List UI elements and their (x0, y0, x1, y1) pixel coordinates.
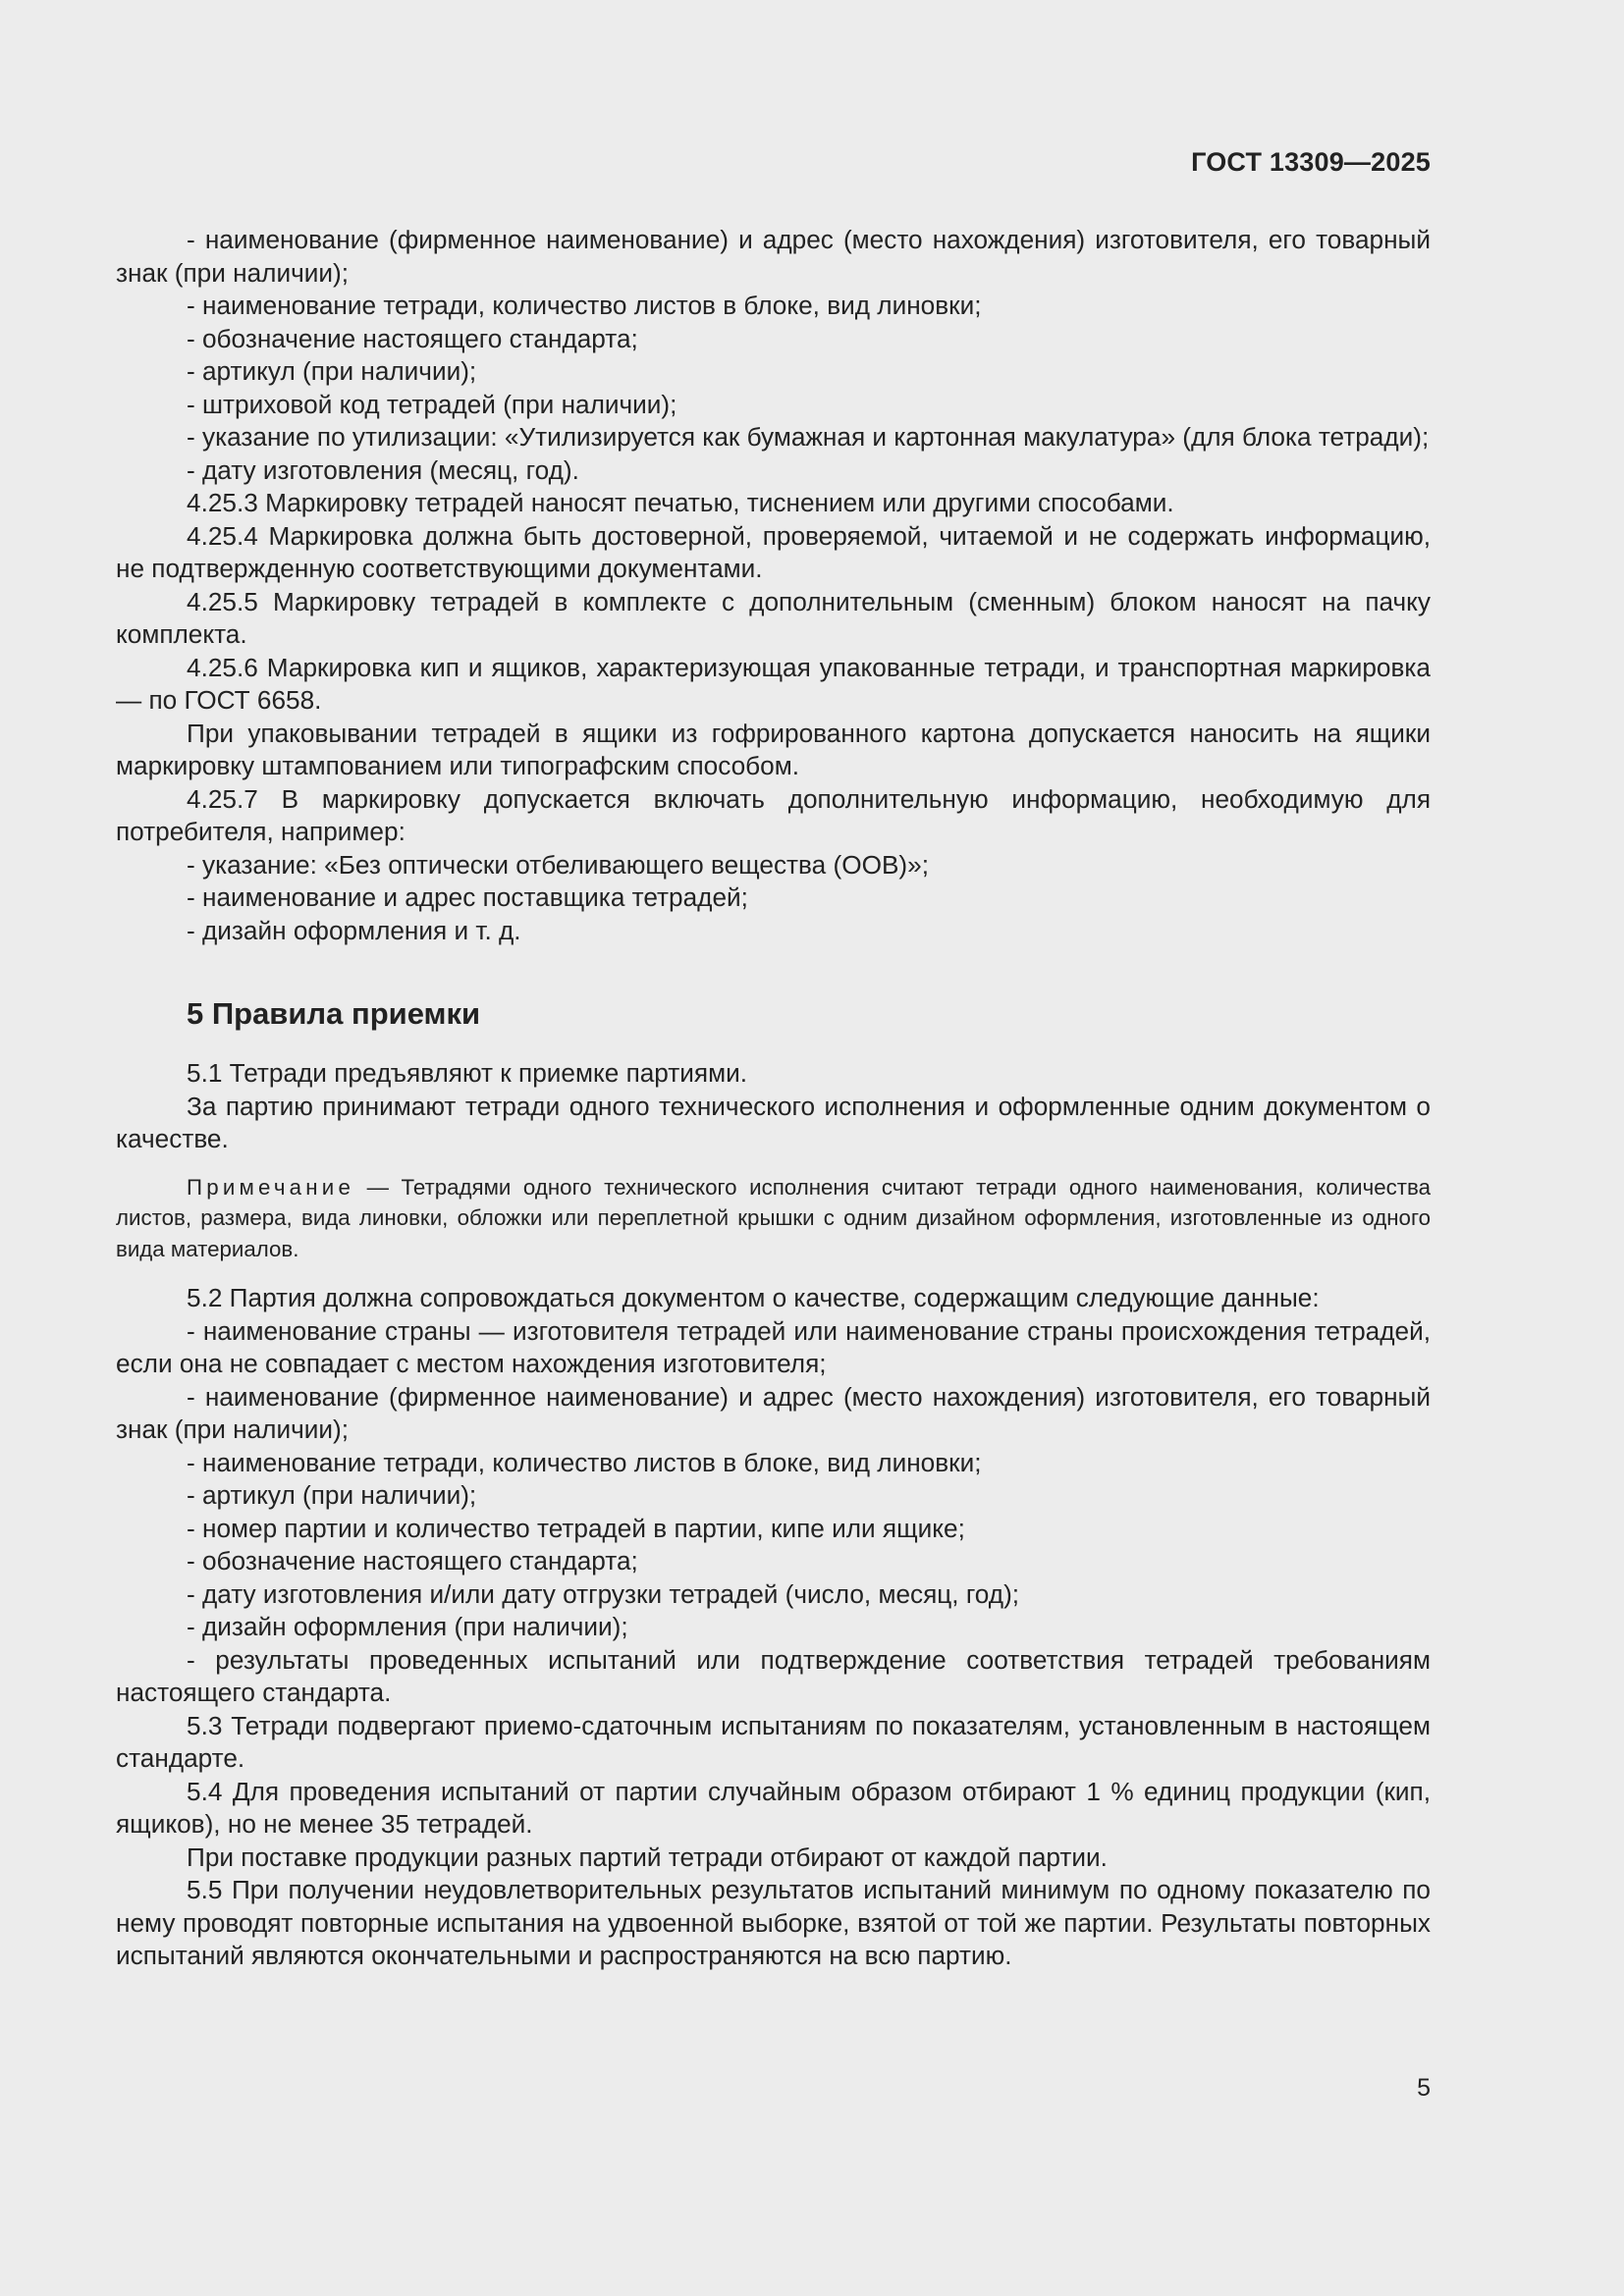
document-body (116, 224, 1431, 1973)
list-item: - наименование (фирменное наименование) и адрес (место нахождения) изготовителя, его товарный знак (при наличии); (116, 1381, 1431, 1444)
list-item: - обозначение настоящего стандарта; (187, 323, 638, 353)
note-text: — Тетрадями одного технического исполнения считают тетради одного наименования, количества листов, размера, вида линовки, обложки или переплетной крышки с одним дизайном оформления, изготовленные из одного вида материалов. (116, 1174, 1431, 1261)
list-item: - дизайн оформления и т. д. (187, 915, 521, 945)
clause-4-25-3: 4.25.3 Маркировку тетрадей наносят печатью, тиснением или другими способами. (187, 488, 1174, 517)
clause-5-2: 5.2 Партия должна сопровождаться документом о качестве, содержащим следующие данные: (187, 1283, 1320, 1312)
clause-5-1: 5.1 Тетради предъявляют к приемке партиями. (187, 1058, 748, 1088)
document-header: ГОСТ 13309—2025 (1191, 147, 1431, 177)
list-item: - дизайн оформления (при наличии); (187, 1612, 628, 1641)
list-item: - дату изготовления и/или дату отгрузки тетрадей (число, месяц, год); (187, 1578, 1020, 1609)
paragraph: За партию принимают тетради одного технического исполнения и оформленные одним документом о качестве. (116, 1091, 1431, 1153)
list-item: - наименование страны — изготовителя тетрадей или наименование страны происхождения тетрадей, если она не совпадает с местом нахождения изготовителя; (116, 1315, 1431, 1378)
clause-5-4: 5.4 Для проведения испытаний от партии случайным образом отбирают 1 % единиц продукции (кип, ящиков), но не менее 35 тетрадей. (116, 1776, 1431, 1839)
clause-4-25-4: 4.25.4 Маркировка должна быть достоверной, проверяемой, читаемой и не содержать информацию, не подтвержденную соответствующими документами. (116, 520, 1431, 583)
list-item: - обозначение настоящего стандарта; (187, 1546, 638, 1575)
note-label: Примечание (187, 1174, 355, 1200)
clause-4-25-6: 4.25.6 Маркировка кип и ящиков, характеризующая упакованные тетради, и транспортная маркировка — по ГОСТ 6658. (116, 652, 1431, 715)
page-number: 5 (1417, 2074, 1431, 2102)
list-item: - наименование (фирменное наименование) и адрес (место нахождения) изготовителя, его товарный знак (при наличии); (116, 225, 1431, 288)
list-item: - дату изготовления (месяц, год). (187, 454, 579, 485)
clause-4-25-5: 4.25.5 Маркировку тетрадей в комплекте с дополнительным (сменным) блоком наносят на пачку комплекта. (116, 586, 1431, 649)
list-item: - наименование тетради, количество листов в блоке, вид линовки; (187, 291, 982, 320)
list-item: - результаты проведенных испытаний или подтверждение соответствия тетрадей требованиям настоящего стандарта. (116, 1644, 1431, 1707)
list-item: - номер партии и количество тетрадей в партии, кипе или ящике; (187, 1513, 965, 1543)
list-item: - артикул (при наличии); (187, 1480, 477, 1510)
list-item: - наименование и адрес поставщика тетрадей; (187, 882, 748, 912)
list-item: - указание: «Без оптически отбеливающего вещества (ООВ)»; (187, 849, 929, 880)
note (116, 1172, 1431, 1265)
list-item: - указание по утилизации: «Утилизируется как бумажная и картонная макулатура» (для блока тетради); (187, 422, 1430, 452)
paragraph: При упаковывании тетрадей в ящики из гофрированного картона допускается наносить на ящики маркировку штампованием или типографским способом. (116, 718, 1431, 780)
paragraph: При поставке продукции разных партий тетради отбирают от каждой партии. (187, 1842, 1108, 1872)
clause-5-3: 5.3 Тетради подвергают приемо-сдаточным испытаниям по показателям, установленным в настоящем стандарте. (116, 1710, 1431, 1773)
list-item: - артикул (при наличии); (187, 356, 477, 386)
clause-5-5: 5.5 При получении неудовлетворительных результатов испытаний минимум по одному показателю по нему проводят повторные испытания на удвоенной выборке, взятой от той же партии. Результаты повторных испытаний являются окончательными и распространяются на всю партию. (116, 1875, 1431, 1970)
section-title: 5 Правила приемки (187, 996, 481, 1031)
clause-4-25-7: 4.25.7 В маркировку допускается включать дополнительную информацию, необходимую для потребителя, например: (116, 783, 1431, 846)
list-item: - штриховой код тетрадей (при наличии); (187, 389, 677, 419)
list-item: - наименование тетради, количество листов в блоке, вид линовки; (187, 1447, 982, 1477)
